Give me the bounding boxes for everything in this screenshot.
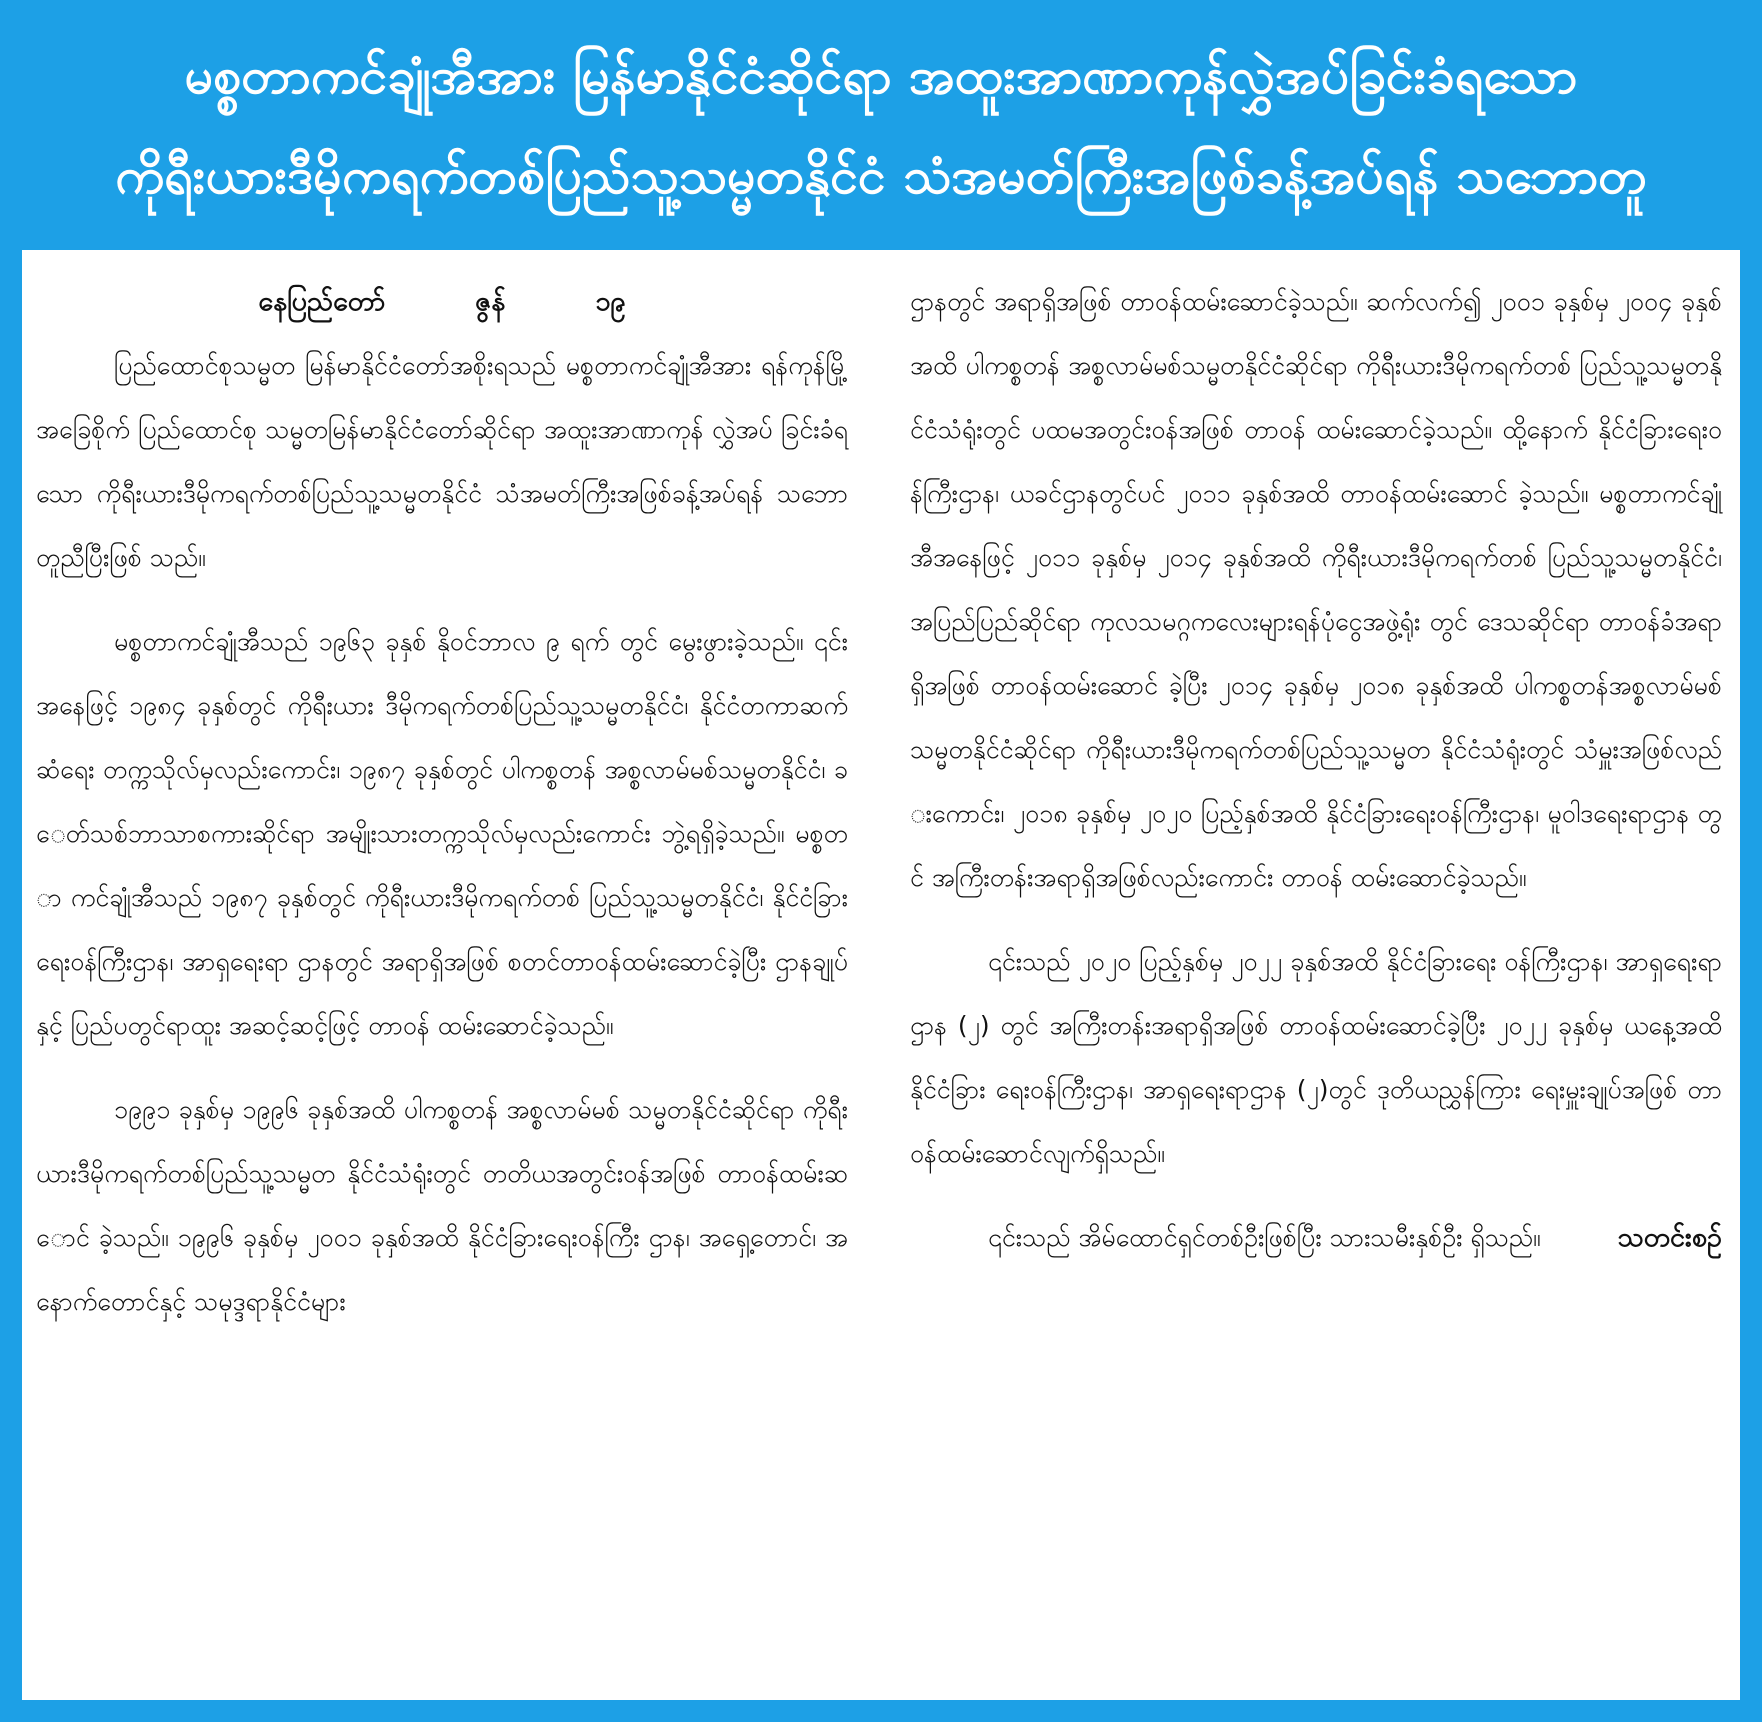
headline-line-1: မစ္စတာကင်ချုံအီအား မြန်မာနိုင်ငံဆိုင်ရာ အထူးအာဏာကုန်လွှဲအပ်ခြင်းခံရသော bbox=[184, 47, 1578, 105]
paragraph: ၁၉၉၁ ခုနှစ်မှ ၁၉၉၆ ခုနှစ်အထိ ပါကစ္စတန် အစ္စလာမ်မစ် သမ္မတနိုင်ငံဆိုင်ရာ ကိုရီးယားဒီမိုကရက်တစ်ပြည်သူ့သမ္မတ နိုင်ငံသံရုံးတွင် တတိယအတွင်းဝန်အဖြစ် တာဝန်ထမ်းဆောင် ခဲ့သည်။ ၁၉၉၆ ခုနှစ်မှ ၂၀၀၁ ခုနှစ်အထိ နိုင်ငံခြားရေးဝန်ကြီး ဌာန၊ အရှေ့တောင်၊ အနောက်တောင်နှင့် သမုဒ္ဒရာနိုင်ငံများ bbox=[36, 1095, 848, 1316]
byline: သတင်းစဉ် bbox=[1617, 1222, 1722, 1253]
dateline bbox=[36, 270, 848, 334]
paragraph: မစ္စတာကင်ချုံအီသည် ၁၉၆၃ ခုနှစ် နိုဝင်ဘာလ ၉ ရက် တွင် မွေးဖွားခဲ့သည်။ ၎င်းအနေဖြင့် ၁၉၈၄ ခုနှစ်တွင် ကိုရီးယား ဒီမိုကရက်တစ်ပြည်သူ့သမ္မတနိုင်ငံ၊ နိုင်ငံတကာဆက်ဆံရေး တက္ကသိုလ်မှလည်းကောင်း၊ ၁၉၈၇ ခုနှစ်တွင် ပါကစ္စတန် အစ္စလာမ်မစ်သမ္မတနိုင်ငံ၊ ခေတ်သစ်ဘာသာစကားဆိုင်ရာ အမျိုးသားတက္ကသိုလ်မှလည်းကောင်း ဘွဲ့ရရှိခဲ့သည်။ မစ္စတာ ကင်ချုံအီသည် ၁၉၈၇ ခုနှစ်တွင် ကိုရီးယားဒီမိုကရက်တစ် ပြည်သူ့သမ္မတနိုင်ငံ၊ နိုင်ငံခြားရေးဝန်ကြီးဌာန၊ အာရှရေးရာ ဌာနတွင် အရာရှိအဖြစ် စတင်တာဝန်ထမ်းဆောင်ခဲ့ပြီး ဌာနချုပ်နှင့် ပြည်ပတွင်ရာထူး အဆင့်ဆင့်ဖြင့် တာဝန် ထမ်းဆောင်ခဲ့သည်။ bbox=[36, 627, 848, 1040]
headline-line-2: ကိုရီးယားဒီမိုကရက်တစ်ပြည်သူ့သမ္မတနိုင်ငံ သံအမတ်ကြီးအဖြစ်ခန့်အပ်ရန် သဘောတူ bbox=[115, 147, 1647, 205]
paragraph: ပြည်ထောင်စုသမ္မတ မြန်မာနိုင်ငံတော်အစိုးရသည် မစ္စတာကင်ချုံအီအား ရန်ကုန်မြို့အခြေစိုက် ပြည်ထောင်စု သမ္မတမြန်မာနိုင်ငံတော်ဆိုင်ရာ အထူးအာဏာကုန် လွှဲအပ် ခြင်းခံရသော ကိုရီးယားဒီမိုကရက်တစ်ပြည်သူ့သမ္မတနိုင်ငံ သံအမတ်ကြီးအဖြစ်ခန့်အပ်ရန် သဘောတူညီပြီးဖြစ် သည်။ bbox=[36, 351, 848, 572]
dateline-day: ၁၉ bbox=[595, 286, 626, 317]
paragraph: ၎င်းသည် အိမ်ထောင်ရှင်တစ်ဦးဖြစ်ပြီး သားသမီးနှစ်ဦး ရှိသည်။ bbox=[988, 1223, 1541, 1252]
article-column-left bbox=[22, 270, 848, 1334]
article-column-right bbox=[910, 270, 1722, 1270]
paragraph: ၎င်းသည် ၂၀၂၀ ပြည့်နှစ်မှ ၂၀၂၂ ခုနှစ်အထိ နိုင်ငံခြားရေး ဝန်ကြီးဌာန၊ အာရှရေးရာဌာန (၂) တွင် အကြီးတန်းအရာရှိအဖြစ် တာဝန်ထမ်းဆောင်ခဲ့ပြီး ၂၀၂၂ ခုနှစ်မှ ယနေ့အထိ နိုင်ငံခြား ရေးဝန်ကြီးဌာန၊ အာရှရေးရာဌာန (၂)တွင် ဒုတိယညွှန်ကြား ရေးမှူးချုပ်အဖြစ် တာဝန်ထမ်းဆောင်လျက်ရှိသည်။ bbox=[910, 947, 1722, 1168]
article-body bbox=[22, 250, 1740, 1700]
dateline-month: ဇွန် bbox=[475, 286, 506, 317]
headline-banner bbox=[0, 0, 1762, 248]
dateline-place: နေပြည်တော် bbox=[258, 286, 386, 317]
paragraph: ဌာနတွင် အရာရှိအဖြစ် တာဝန်ထမ်းဆောင်ခဲ့သည်။ ဆက်လက်၍ ၂၀၀၁ ခုနှစ်မှ ၂၀၀၄ ခုနှစ်အထိ ပါကစ္စတန် အစ္စလာမ်မစ်သမ္မတနိုင်ငံဆိုင်ရာ ကိုရီးယားဒီမိုကရက်တစ် ပြည်သူ့သမ္မတနိုင်ငံသံရုံးတွင် ပထမအတွင်းဝန်အဖြစ် တာဝန် ထမ်းဆောင်ခဲ့သည်။ ထို့နောက် နိုင်ငံခြားရေးဝန်ကြီးဌာန၊ ယခင်ဌာနတွင်ပင် ၂၀၁၁ ခုနှစ်အထိ တာဝန်ထမ်းဆောင် ခဲ့သည်။ မစ္စတာကင်ချုံအီအနေဖြင့် ၂၀၁၁ ခုနှစ်မှ ၂၀၁၄ ခုနှစ်အထိ ကိုရီးယားဒီမိုကရက်တစ် ပြည်သူ့သမ္မတနိုင်ငံ၊ အပြည်ပြည်ဆိုင်ရာ ကုလသမဂ္ဂကလေးများရန်ပုံငွေအဖွဲ့ရုံး တွင် ဒေသဆိုင်ရာ တာဝန်ခံအရာရှိအဖြစ် တာဝန်ထမ်းဆောင် ခဲ့ပြီး ၂၀၁၄ ခုနှစ်မှ ၂၀၁၈ ခုနှစ်အထိ ပါကစ္စတန်အစ္စလာမ်မစ် သမ္မတနိုင်ငံဆိုင်ရာ ကိုရီးယားဒီမိုကရက်တစ်ပြည်သူ့သမ္မတ နိုင်ငံသံရုံးတွင် သံမှူးအဖြစ်လည်းကောင်း၊ ၂၀၁၈ ခုနှစ်မှ ၂၀၂၀ ပြည့်နှစ်အထိ နိုင်ငံခြားရေးဝန်ကြီးဌာန၊ မူဝါဒရေးရာဌာန တွင် အကြီးတန်းအရာရှိအဖြစ်လည်းကောင်း တာဝန် ထမ်းဆောင်ခဲ့သည်။ bbox=[910, 287, 1722, 892]
